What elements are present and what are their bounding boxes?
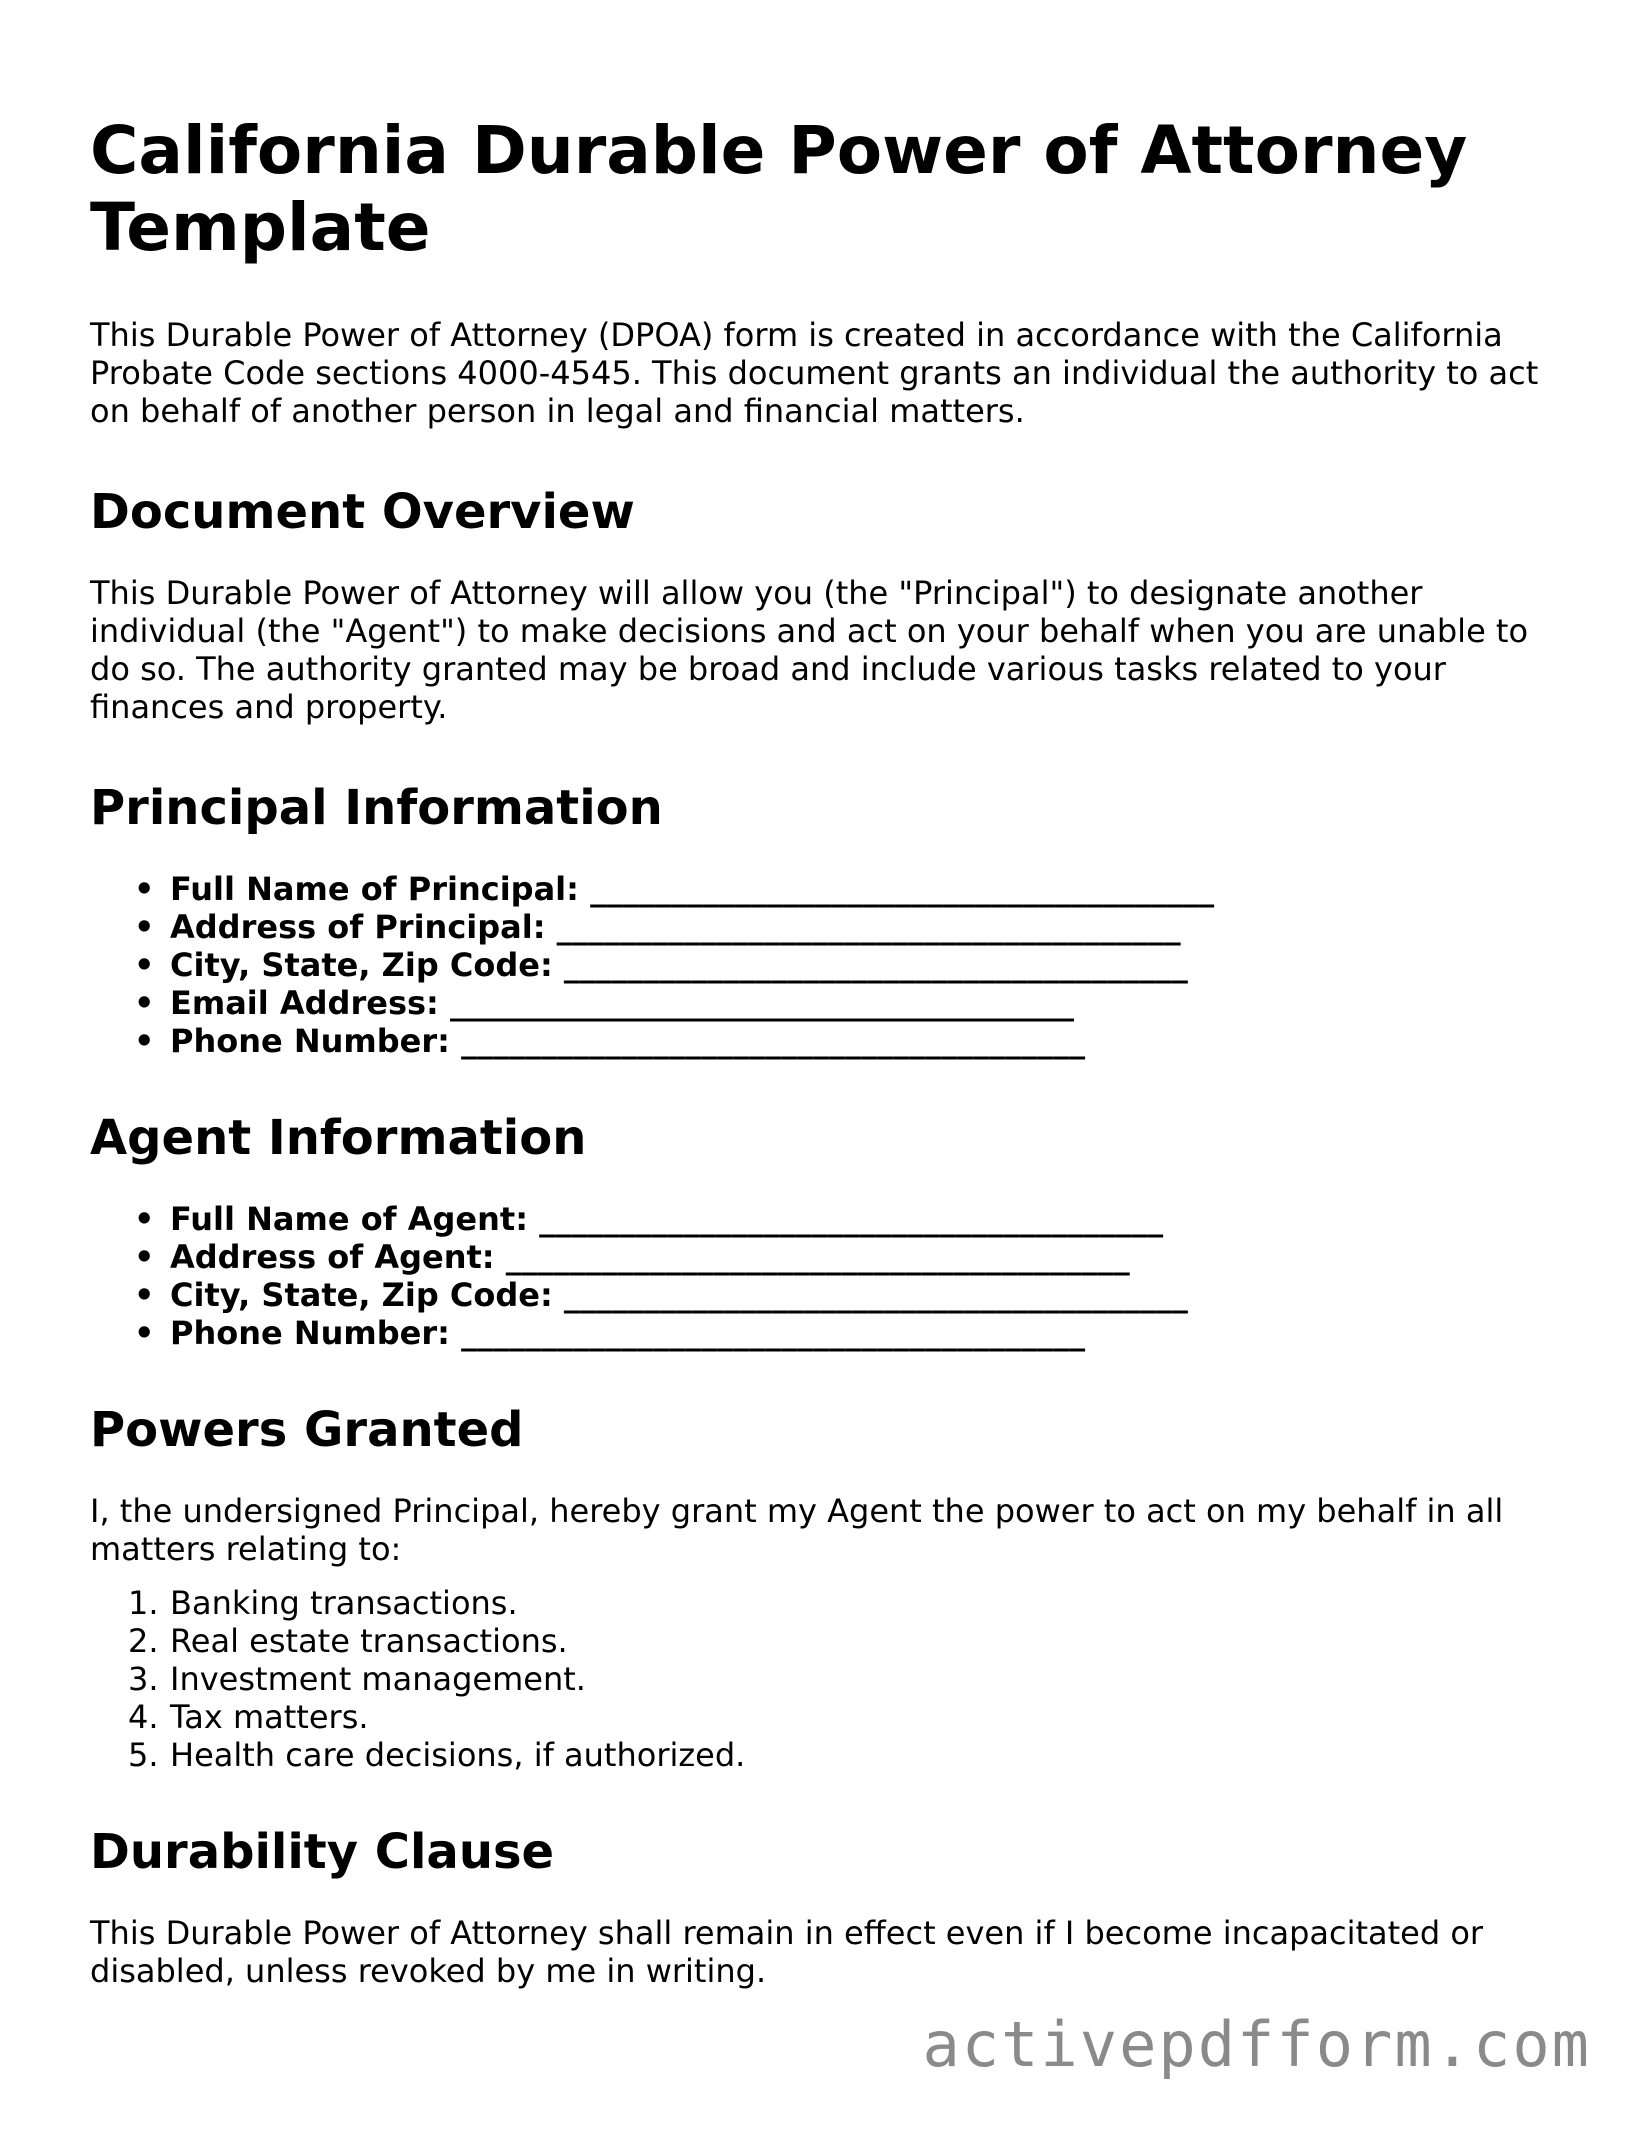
power-item-text: Banking transactions. xyxy=(170,1584,518,1622)
power-item xyxy=(128,1698,1570,1736)
power-item-text: Health care decisions, if authorized. xyxy=(170,1736,746,1774)
principal-city-state-zip-field: • City, State, Zip Code: _______________________________________ xyxy=(170,946,1570,984)
overview-heading: Document Overview xyxy=(90,484,635,540)
agent-full-name-field: • Full Name of Agent: _______________________________________ xyxy=(170,1200,1570,1238)
power-item xyxy=(128,1584,1570,1622)
agent-city-state-zip-field: • City, State, Zip Code: _______________________________________ xyxy=(170,1276,1570,1314)
document-title: California Durable Power of Attorney Template xyxy=(90,112,1468,266)
principal-heading: Principal Information xyxy=(90,780,663,836)
principal-address-field: • Address of Principal: _______________________________________ xyxy=(170,908,1570,946)
intro-paragraph: This Durable Power of Attorney (DPOA) form is created in accordance with the California Probate Code sections 4000-4545. This document grants an individual the authority to act on behalf of another person in legal and financial matters. xyxy=(90,316,1539,430)
document-page xyxy=(90,112,1570,2044)
power-item-text: Tax matters. xyxy=(170,1698,369,1736)
agent-address-field: • Address of Agent: _______________________________________ xyxy=(170,1238,1570,1276)
power-item-number: 5. xyxy=(128,1736,159,1774)
power-item-text: Real estate transactions. xyxy=(170,1622,568,1660)
power-item-number: 3. xyxy=(128,1660,159,1698)
agent-phone-field: • Phone Number: _______________________________________ xyxy=(170,1314,1570,1352)
power-item-number: 1. xyxy=(128,1584,159,1622)
powers-intro: I, the undersigned Principal, hereby grant my Agent the power to act on my behalf in all matters relating to: xyxy=(90,1492,1504,1568)
powers-heading: Powers Granted xyxy=(90,1402,524,1458)
power-item-text: Investment management. xyxy=(170,1660,586,1698)
power-item-number: 2. xyxy=(128,1622,159,1660)
durability-paragraph: This Durable Power of Attorney shall remain in effect even if I become incapacitated or disabled, unless revoked by me in writing. xyxy=(90,1914,1484,1990)
agent-fields-list xyxy=(90,1200,1570,1352)
principal-fields-list xyxy=(90,870,1570,1060)
power-item xyxy=(128,1736,1570,1774)
agent-heading: Agent Information xyxy=(90,1110,587,1166)
power-item xyxy=(128,1660,1570,1698)
power-item-number: 4. xyxy=(128,1698,159,1736)
durability-heading: Durability Clause xyxy=(90,1824,555,1880)
principal-email-field: • Email Address: _______________________________________ xyxy=(170,984,1570,1022)
principal-full-name-field: • Full Name of Principal: _______________________________________ xyxy=(170,870,1570,908)
power-item xyxy=(128,1622,1570,1660)
overview-paragraph: This Durable Power of Attorney will allow you (the "Principal") to designate another individual (the "Agent") to make decisions and act on your behalf when you are unable to do so. The authority granted may be broad and include various tasks related to your finances and property. xyxy=(90,574,1529,726)
watermark: activepdfform.com xyxy=(922,2008,1591,2081)
principal-phone-field: • Phone Number: _______________________________________ xyxy=(170,1022,1570,1060)
powers-list xyxy=(90,1584,1570,1774)
